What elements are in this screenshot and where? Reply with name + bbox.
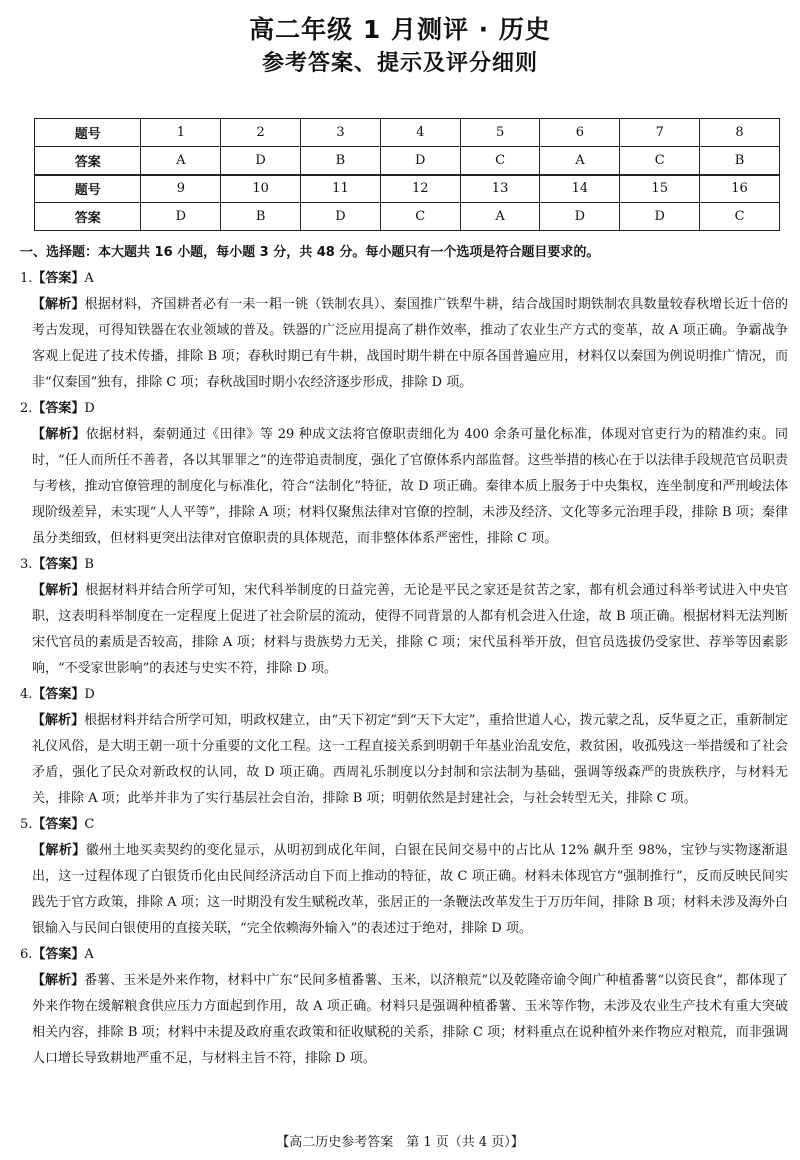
question-number: 16 [700, 175, 780, 203]
table-row [35, 175, 780, 203]
item-analysis [20, 838, 788, 942]
item-answer-heading [20, 266, 788, 292]
item-answer: A [84, 947, 94, 962]
answer-cell: D [141, 203, 221, 231]
answer-explanations [20, 240, 788, 1072]
item-number: 2. [20, 401, 33, 416]
item-number: 1. [20, 271, 33, 286]
item-analysis [20, 578, 788, 682]
answer-cell: C [460, 147, 540, 175]
analysis-text: 徽州土地买卖契约的变化显示，从明初到成化年间，白银在民间交易中的占比从 12% 飙升至 98%，宝钞与实物逐渐退出，这一过程体现了白银货币化由民间经济活动自下而上推动的特征，故 C 项正确。材料未体现官方“强制推行”，反而反映民间实践先于官方政策，排除 A 项；这一时期没有发生赋税改革，张居正的一条鞭法改革发生于万历年间，排除 B 项；材料未涉及海外白银输入与民间白银使用的直接关联，“完全依赖海外输入”的表述过于绝对，排除 D 项。 [32, 843, 788, 936]
page-subtitle: 参考答案、提示及评分细则 [261, 51, 538, 76]
answer-cell: D [301, 203, 381, 231]
answer-cell: A [540, 147, 620, 175]
row-label-answer: 答案 [35, 203, 141, 231]
item-answer-heading [20, 812, 788, 838]
question-number: 6 [540, 119, 620, 147]
question-number: 13 [460, 175, 540, 203]
question-number: 3 [301, 119, 381, 147]
item-answer: C [84, 817, 95, 832]
item-number: 6. [20, 947, 33, 962]
answer-cell: C [700, 203, 780, 231]
question-number: 14 [540, 175, 620, 203]
analysis-text: 根据材料并结合所学可知，宋代科举制度的日益完善，无论是平民之家还是贫苦之家，都有机会通过科举考试进入中央官职，这表明科举制度在一定程度上促进了社会阶层的流动，使得不同背景的人都有机会进入仕途，故 B 项正确。根据材料无法判断宋代官员的素质是否较高，排除 A 项；材料与贵族势力无关，排除 C 项；宋代虽科举开放，但官员选拔仍受家世、荐举等因素影响，“不受家世影响”的表述与史实不符，排除 D 项。 [32, 583, 788, 676]
page-footer: 【高二历史参考答案 第 1 页（共 4 页）】 [276, 1135, 524, 1150]
answer-cell: D [620, 203, 700, 231]
answer-label: 【答案】 [32, 271, 85, 286]
question-number: 12 [380, 175, 460, 203]
question-number: 1 [141, 119, 221, 147]
item-answer-heading [20, 396, 788, 422]
answer-cell: B [221, 203, 301, 231]
item-answer-heading [20, 552, 788, 578]
analysis-label: 【解析】 [32, 583, 86, 598]
analysis-text: 依据材料，秦朝通过《田律》等 29 种成文法将官僚职责细化为 400 余条可量化标准，体现对官吏行为的精准约束。同时，“任人而所任不善者，各以其罪罪之”的连带追责制度，强化了官僚体系内部监督。这些举措的核心在于以法律手段规范官员职责与考核，推动官僚管理的制度化与标准化，符合“法制化”特征，故 D 项正确。秦律本质上服务于中央集权，连坐制度和严刑峻法体现阶级差异，未实现“人人平等”，排除 A 项；材料仅聚焦法律对官僚的控制，未涉及经济、文化等多元治理手段，排除 B 项；秦律虽分类细致，但材料更突出法律对官僚职责的具体规范，而非整体体系严密性，排除 C 项。 [32, 427, 788, 546]
answer-cell: C [380, 203, 460, 231]
table-row [35, 147, 780, 175]
item-answer: D [84, 401, 95, 416]
question-number: 8 [700, 119, 780, 147]
answer-label: 【答案】 [32, 687, 85, 702]
question-number: 7 [620, 119, 700, 147]
analysis-label: 【解析】 [32, 713, 85, 728]
answer-table [34, 118, 780, 231]
analysis-text: 根据材料并结合所学可知，明政权建立，由“天下初定”到“天下大定”，重拾世道人心，拨元蒙之乱，反华夏之正，重新制定礼仪风俗，是大明王朝一项十分重要的文化工程。这一工程直接关系到明朝千年基业治乱安危，救贫困，收孤残这一举措缓和了社会矛盾，强化了民众对新政权的认同，故 D 项正确。西周礼乐制度以分封制和宗法制为基础，强调等级森严的贵族秩序，与材料无关，排除 A 项；此举并非为了实行基层社会自治，排除 B 项；明朝依然是封建社会，与社会转型无关，排除 C 项。 [32, 713, 788, 806]
answer-cell: D [380, 147, 460, 175]
item-answer: D [84, 687, 95, 702]
item-analysis [20, 968, 788, 1072]
question-number: 9 [141, 175, 221, 203]
section-title: 一、选择题：本大题共 16 小题，每小题 3 分，共 48 分。每小题只有一个选项是符合题目要求的。 [20, 245, 600, 260]
analysis-text: 根据材料，齐国耕者必有一耒一耜一铫（铁制农具）、秦国推广铁犁牛耕，结合战国时期铁制农具数量较春秋增长近十倍的考古发现，可得知铁器在农业领域的普及。铁器的广泛应用提高了耕作效率，推动了农业生产方式的变革，故 A 项正确。争霸战争客观上促进了技术传播，排除 B 项；春秋时期已有牛耕，战国时期牛耕在中原各国普遍应用，材料仅以秦国为例说明推广情况，而非“仅秦国”独有，排除 C 项；春秋战国时期小农经济逐步形成，排除 D 项。 [32, 297, 788, 390]
question-number: 11 [301, 175, 381, 203]
question-number: 2 [221, 119, 301, 147]
item-answer: A [84, 271, 94, 286]
analysis-text: 番薯、玉米是外来作物，材料中广东“民间多植番薯、玉米，以济粮荒”以及乾隆帝谕令闽广种植番薯“以资民食”，都体现了外来作物在缓解粮食供应压力方面起到作用，故 A 项正确。材料只是强调种植番薯、玉米等作物，未涉及农业生产技术有重大突破相关内容，排除 B 项；材料中未提及政府重农政策和征收赋税的关系，排除 C 项；材料重点在说种植外来作物应对粮荒，而非强调人口增长导致耕地严重不足，与材料主旨不符，排除 D 项。 [32, 973, 788, 1066]
answer-cell: B [301, 147, 381, 175]
item-number: 3. [20, 557, 33, 572]
page-title: 高二年级 1 月测评 · 历史 [249, 15, 551, 44]
question-number: 5 [460, 119, 540, 147]
analysis-label: 【解析】 [32, 843, 86, 858]
row-label-question: 题号 [35, 119, 141, 147]
item-answer: B [84, 557, 94, 572]
item-analysis [20, 708, 788, 812]
item-analysis [20, 292, 788, 396]
answer-label: 【答案】 [32, 557, 85, 572]
answer-cell: B [700, 147, 780, 175]
table-row [35, 119, 780, 147]
answer-label: 【答案】 [32, 817, 85, 832]
answer-cell: C [620, 147, 700, 175]
item-answer-heading [20, 942, 788, 968]
question-number: 10 [221, 175, 301, 203]
answer-cell: A [460, 203, 540, 231]
answer-label: 【答案】 [32, 401, 85, 416]
analysis-label: 【解析】 [32, 297, 85, 312]
question-number: 15 [620, 175, 700, 203]
question-number: 4 [380, 119, 460, 147]
answer-label: 【答案】 [32, 947, 85, 962]
row-label-question: 题号 [35, 175, 141, 203]
item-number: 5. [20, 817, 33, 832]
item-number: 4. [20, 687, 33, 702]
item-analysis [20, 422, 788, 552]
row-label-answer: 答案 [35, 147, 141, 175]
answer-cell: D [540, 203, 620, 231]
table-row [35, 203, 780, 231]
analysis-label: 【解析】 [32, 427, 86, 442]
item-answer-heading [20, 682, 788, 708]
answer-cell: A [141, 147, 221, 175]
analysis-label: 【解析】 [32, 973, 85, 988]
answer-cell: D [221, 147, 301, 175]
